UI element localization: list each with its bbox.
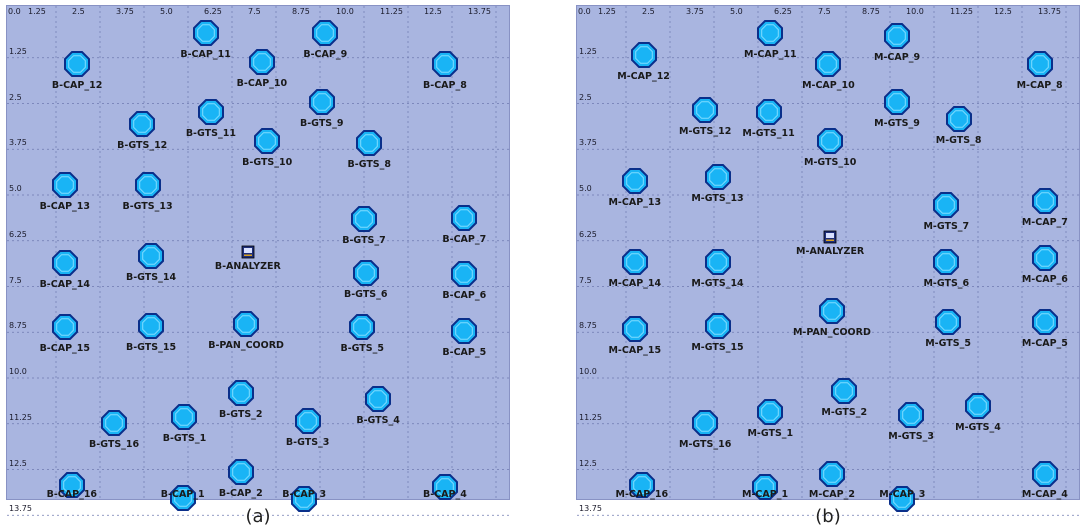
- y-tick-label: 12.5: [9, 458, 27, 468]
- sensor-node-icon[interactable]: [449, 316, 479, 346]
- sensor-node-icon[interactable]: [829, 376, 859, 406]
- node-label: M-GTS_9: [874, 118, 920, 130]
- sensor-node-icon[interactable]: [349, 204, 379, 234]
- node-label: B-GTS_2: [219, 409, 263, 421]
- x-tick-label: 11.25: [380, 7, 403, 16]
- node-label: M-GTS_12: [679, 125, 732, 137]
- node-label: M-GTS_7: [923, 220, 970, 232]
- x-tick-label: 10.0: [906, 7, 924, 16]
- node-label: B-CAP_4: [423, 489, 467, 500]
- node-label: B-CAP_6: [442, 290, 487, 302]
- y-tick-label: 2.5: [579, 92, 592, 102]
- node-label: M-GTS_10: [803, 156, 857, 168]
- node-label: B-CAP_10: [236, 78, 288, 90]
- node-label: M-GTS_8: [935, 134, 982, 146]
- analyzer-icon[interactable]: [241, 244, 255, 258]
- node-label: M-CAP_16: [615, 489, 669, 500]
- x-tick-label: 13.75: [1038, 7, 1061, 16]
- sensor-node-icon[interactable]: [1025, 49, 1055, 79]
- x-tick-label: 7.5: [248, 7, 261, 16]
- sensor-node-icon[interactable]: [931, 247, 961, 277]
- y-tick-label: 10.0: [579, 367, 597, 376]
- node-label: B-GTS_14: [125, 272, 177, 284]
- node-label: M-CAP_2: [808, 489, 855, 500]
- node-label: M-GTS_4: [955, 422, 1001, 434]
- sensor-node-icon[interactable]: [963, 391, 993, 421]
- node-label: M-GTS_6: [923, 277, 970, 289]
- node-label: B-CAP_13: [39, 200, 91, 212]
- sensor-node-icon[interactable]: [196, 97, 226, 127]
- node-label: M-CAP_14: [608, 277, 662, 289]
- node-label: B-CAP_3: [282, 489, 327, 500]
- sensor-node-icon[interactable]: [307, 87, 337, 117]
- y-tick-label: 8.75: [579, 321, 597, 331]
- node-label: M-GTS_5: [925, 337, 971, 349]
- sensor-node-icon[interactable]: [430, 49, 460, 79]
- sensor-node-icon[interactable]: [703, 162, 733, 192]
- sensor-node-icon[interactable]: [933, 307, 963, 337]
- sensor-node-icon[interactable]: [944, 104, 974, 134]
- node-label: B-CAP_12: [51, 79, 103, 91]
- y-tick-label: 10.0: [9, 367, 27, 376]
- topology-panel-b: [576, 5, 1080, 514]
- node-label: M-CAP_5: [1021, 337, 1068, 349]
- sensor-node-icon[interactable]: [363, 384, 393, 414]
- node-label: B-CAP_9: [303, 48, 348, 60]
- sensor-node-icon[interactable]: [310, 18, 340, 48]
- y-tick-label: 12.5: [579, 458, 597, 468]
- sensor-node-icon[interactable]: [247, 47, 277, 77]
- sensor-node-icon[interactable]: [449, 203, 479, 233]
- node-label: B-GTS_15: [125, 341, 177, 353]
- y-tick-label: 5.0: [579, 184, 592, 193]
- sensor-node-icon[interactable]: [882, 21, 912, 51]
- x-tick-label: 13.75: [468, 7, 491, 16]
- sensor-node-icon[interactable]: [690, 408, 720, 438]
- sensor-node-icon[interactable]: [252, 126, 282, 156]
- node-label: B-GTS_7: [342, 235, 386, 247]
- node-label: M-CAP_7: [1021, 217, 1068, 229]
- x-tick-label: 1.25: [598, 7, 616, 16]
- node-label: B-CAP_7: [442, 233, 487, 245]
- node-label: M-CAP_9: [874, 52, 921, 64]
- sensor-node-icon[interactable]: [1030, 307, 1060, 337]
- x-tick-label: 8.75: [862, 7, 880, 16]
- sensor-node-icon[interactable]: [620, 247, 650, 277]
- x-tick-label: 12.5: [994, 7, 1012, 16]
- node-label: B-GTS_16: [89, 438, 140, 450]
- sensor-node-icon[interactable]: [815, 126, 845, 156]
- node-label: M-CAP_15: [608, 345, 662, 357]
- sensor-node-icon[interactable]: [931, 190, 961, 220]
- y-tick-label: 11.25: [9, 412, 32, 422]
- y-tick-label: 7.5: [9, 275, 22, 285]
- x-tick-label: 0.0: [8, 7, 21, 16]
- sensor-node-icon[interactable]: [449, 259, 479, 289]
- node-label: B-PAN_COORD: [208, 339, 284, 351]
- sensor-node-icon[interactable]: [703, 247, 733, 277]
- panel-b-caption: (b): [815, 506, 841, 527]
- sensor-node-icon[interactable]: [690, 95, 720, 125]
- y-tick-label: 7.5: [579, 275, 592, 285]
- node-label: B-GTS_6: [344, 288, 388, 300]
- node-label: M-GTS_14: [691, 277, 744, 289]
- node-label: B-CAP_15: [39, 343, 91, 355]
- sensor-node-icon[interactable]: [50, 170, 80, 200]
- node-label: M-CAP_8: [1016, 79, 1063, 91]
- y-tick-label: 3.75: [9, 138, 27, 148]
- node-label: M-CAP_10: [802, 79, 855, 91]
- y-tick-label: 5.0: [9, 184, 22, 193]
- y-tick-label: 1.25: [9, 46, 27, 56]
- x-tick-label: 5.0: [730, 7, 743, 16]
- sensor-node-icon[interactable]: [882, 87, 912, 117]
- node-label: B-GTS_1: [162, 433, 207, 445]
- x-tick-label: 0.0: [578, 7, 591, 16]
- node-label: B-GTS_10: [242, 156, 293, 168]
- sensor-node-icon[interactable]: [231, 309, 261, 339]
- node-label: B-GTS_13: [122, 200, 173, 212]
- sensor-node-icon[interactable]: [169, 402, 199, 432]
- sensor-node-icon[interactable]: [817, 296, 847, 326]
- node-label: B-GTS_4: [356, 414, 400, 426]
- node-label: M-GTS_11: [742, 127, 795, 139]
- x-tick-label: 7.5: [818, 7, 831, 16]
- sensor-node-icon[interactable]: [1030, 243, 1060, 273]
- topology-panel-a: [6, 5, 510, 514]
- sensor-node-icon[interactable]: [133, 170, 163, 200]
- node-label: B-GTS_3: [285, 436, 330, 448]
- node-label: M-CAP_12: [617, 70, 670, 82]
- x-tick-label: 5.0: [160, 7, 173, 16]
- node-label: M-CAP_11: [743, 48, 797, 60]
- y-tick-label: 6.25: [9, 229, 27, 239]
- y-tick-label: 13.75: [579, 504, 602, 514]
- sensor-node-icon[interactable]: [99, 408, 129, 438]
- sensor-node-icon[interactable]: [755, 397, 785, 427]
- node-label: M-CAP_6: [1021, 273, 1068, 285]
- x-tick-label: 6.25: [774, 7, 792, 16]
- sensor-node-icon[interactable]: [62, 49, 92, 79]
- node-label: B-CAP_16: [46, 489, 98, 500]
- node-label: B-CAP_14: [39, 279, 91, 291]
- node-label: M-CAP_1: [742, 489, 789, 500]
- x-tick-label: 3.75: [686, 7, 704, 16]
- analyzer-icon[interactable]: [823, 229, 837, 243]
- sensor-node-icon[interactable]: [347, 312, 377, 342]
- node-label: B-GTS_11: [185, 127, 236, 139]
- x-tick-label: 2.5: [72, 7, 85, 16]
- node-label: M-GTS_3: [888, 431, 934, 443]
- node-label: B-GTS_9: [300, 118, 344, 130]
- sensor-node-icon[interactable]: [351, 258, 381, 288]
- y-tick-label: 8.75: [9, 321, 27, 331]
- sensor-node-icon[interactable]: [629, 40, 659, 70]
- y-tick-label: 11.25: [579, 412, 602, 422]
- sensor-node-icon[interactable]: [817, 459, 847, 489]
- node-label: M-GTS_16: [679, 438, 732, 450]
- sensor-node-icon[interactable]: [293, 406, 323, 436]
- sensor-node-icon[interactable]: [896, 400, 926, 430]
- node-label: B-CAP_5: [442, 347, 487, 359]
- x-tick-label: 1.25: [28, 7, 46, 16]
- sensor-node-icon[interactable]: [136, 311, 166, 341]
- y-tick-label: 6.25: [579, 229, 597, 239]
- node-label: B-GTS_8: [347, 158, 392, 170]
- sensor-node-icon[interactable]: [50, 248, 80, 278]
- node-label: M-ANALYZER: [796, 245, 865, 257]
- node-label: M-CAP_3: [879, 489, 926, 500]
- x-tick-label: 11.25: [950, 7, 973, 16]
- y-tick-label: 3.75: [579, 138, 597, 148]
- x-tick-label: 2.5: [642, 7, 655, 16]
- x-tick-label: 3.75: [116, 7, 134, 16]
- sensor-node-icon[interactable]: [191, 18, 221, 48]
- sensor-node-icon[interactable]: [50, 312, 80, 342]
- sensor-node-icon[interactable]: [226, 378, 256, 408]
- sensor-node-icon[interactable]: [620, 314, 650, 344]
- node-label: B-CAP_11: [180, 48, 231, 60]
- node-label: M-PAN_COORD: [792, 326, 871, 338]
- y-tick-label: 13.75: [9, 504, 32, 514]
- node-label: B-CAP_1: [160, 489, 205, 500]
- sensor-node-icon[interactable]: [755, 18, 785, 48]
- sensor-node-icon[interactable]: [354, 128, 384, 158]
- sensor-node-icon[interactable]: [127, 109, 157, 139]
- sensor-node-icon[interactable]: [620, 166, 650, 196]
- node-label: M-GTS_2: [821, 407, 868, 419]
- node-label: B-CAP_2: [218, 488, 263, 499]
- node-label: M-GTS_1: [747, 427, 794, 439]
- sensor-node-icon[interactable]: [754, 97, 784, 127]
- panel-a-caption: (a): [245, 506, 271, 527]
- sensor-node-icon[interactable]: [136, 241, 166, 271]
- node-label: B-ANALYZER: [214, 260, 281, 272]
- node-label: M-GTS_13: [691, 193, 744, 205]
- x-tick-label: 8.75: [292, 7, 310, 16]
- x-tick-label: 6.25: [204, 7, 222, 16]
- y-tick-label: 2.5: [9, 92, 22, 102]
- x-tick-label: 12.5: [424, 7, 442, 16]
- node-label: M-CAP_4: [1021, 489, 1068, 500]
- sensor-node-icon[interactable]: [1030, 459, 1060, 489]
- node-label: B-CAP_8: [423, 79, 467, 91]
- node-label: B-GTS_5: [340, 343, 384, 355]
- x-tick-label: 10.0: [336, 7, 354, 16]
- node-label: M-GTS_15: [691, 341, 744, 353]
- sensor-node-icon[interactable]: [703, 311, 733, 341]
- y-tick-label: 1.25: [579, 46, 597, 56]
- sensor-node-icon[interactable]: [813, 49, 843, 79]
- node-label: B-GTS_12: [117, 140, 168, 152]
- sensor-node-icon[interactable]: [1030, 186, 1060, 216]
- sensor-node-icon[interactable]: [226, 457, 256, 487]
- node-label: M-CAP_13: [608, 197, 662, 209]
